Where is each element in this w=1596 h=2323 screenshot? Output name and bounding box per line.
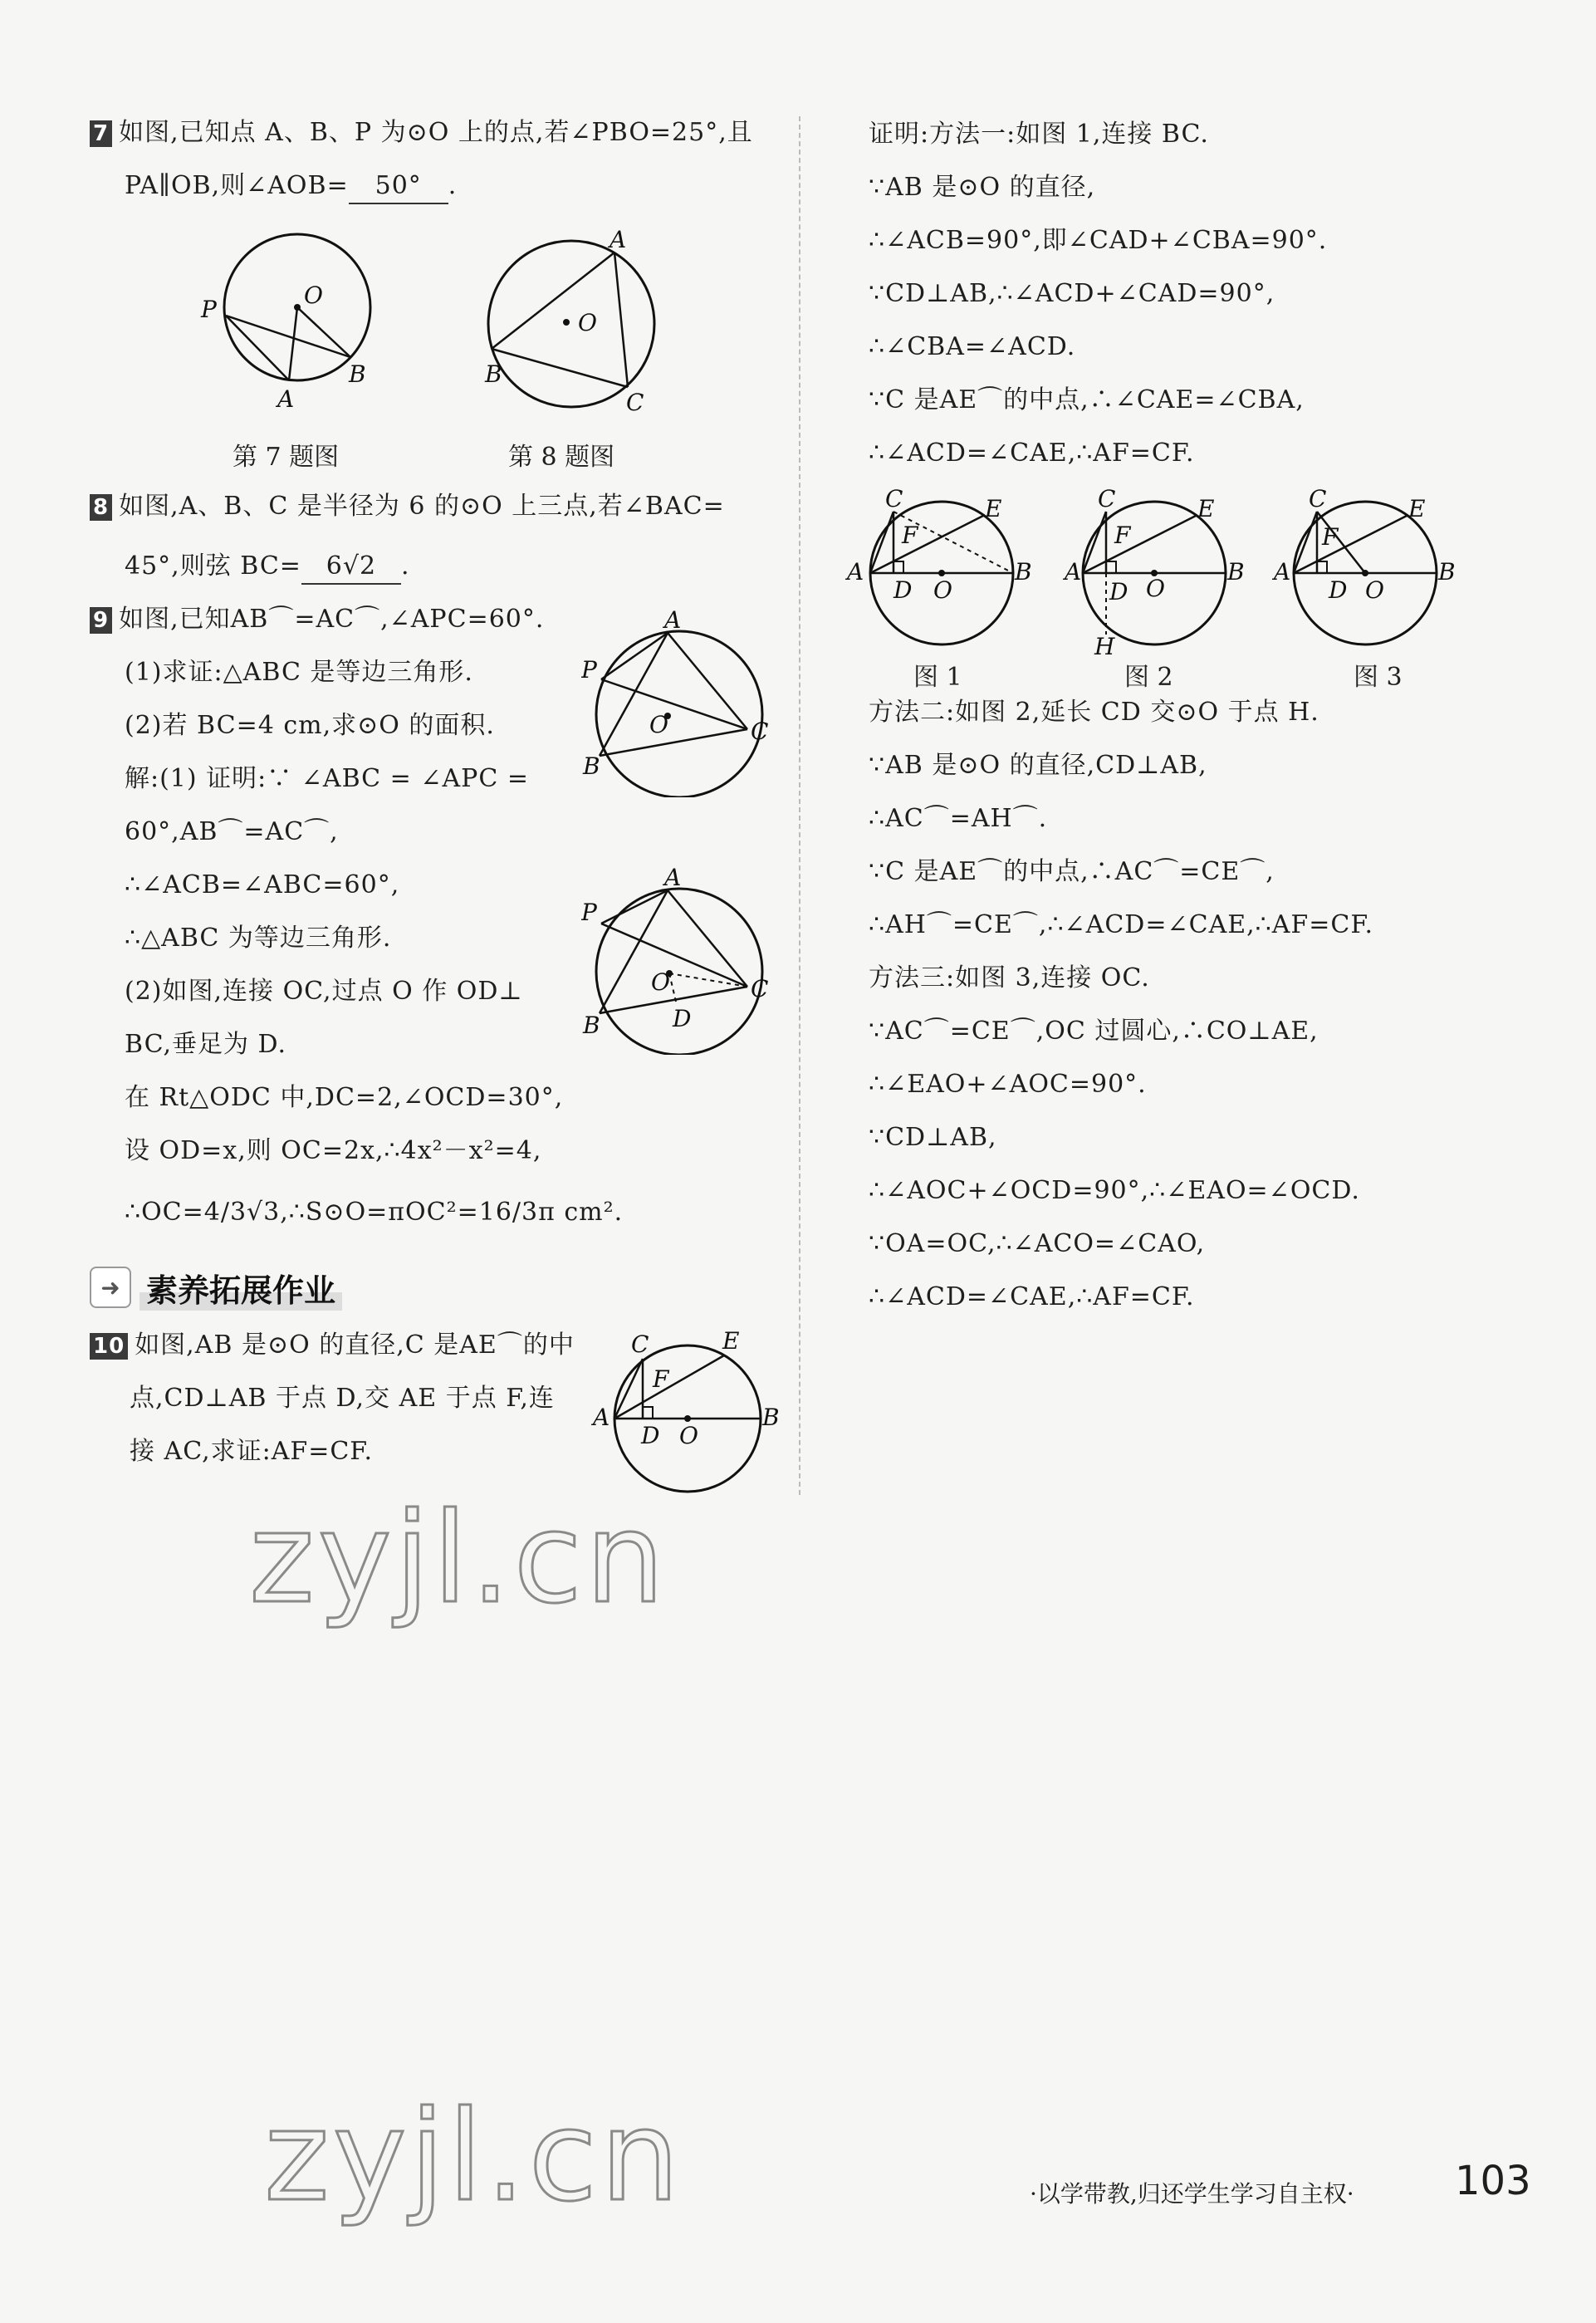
svg-text:B: B	[583, 1012, 600, 1039]
proof-m2-4: ∴AH⌒=CE⌒,∴∠ACD=∠CAE,∴AF=CF.	[869, 910, 1374, 939]
svg-text:O: O	[651, 968, 670, 996]
q9-sol-6: 在 Rt△ODC 中,DC=2,∠OCD=30°,	[125, 1083, 564, 1112]
q10-line2: 点,CD⊥AB 于点 D,交 AE 于点 F,连	[130, 1384, 555, 1413]
proof-m2-0: 方法二:如图 2,延长 CD 交⊙O 于点 H.	[869, 698, 1319, 727]
svg-text:C: C	[751, 718, 769, 745]
q9-sol-8: ∴OC=4/3√3,∴S⊙O=πOC²=16/3π cm².	[125, 1198, 624, 1227]
svg-text:E: E	[985, 495, 1002, 522]
q9-sol-2: ∴∠ACB=∠ABC=60°,	[125, 870, 400, 899]
svg-text:B: B	[349, 360, 366, 388]
q7-line2: PA∥OB,则∠AOB= 50° .	[125, 169, 457, 204]
proof-m3-6: ∴∠ACD=∠CAE,∴AF=CF.	[869, 1282, 1195, 1311]
svg-text:E: E	[722, 1329, 740, 1355]
svg-text:D: D	[1109, 578, 1128, 605]
caption-q8: 第 8 题图	[508, 443, 615, 472]
q9-line3: (2)若 BC=4 cm,求⊙O 的面积.	[125, 711, 495, 740]
watermark-2: zyjl.cn	[264, 2085, 683, 2229]
q9-line2: (1)求证:△ABC 是等边三角形.	[125, 658, 473, 687]
fig-cap-3: 图 3	[1354, 663, 1403, 692]
svg-text:O: O	[679, 1422, 698, 1449]
q7-number: 7	[90, 120, 112, 147]
proof-m3-4: ∴∠AOC+∠OCD=90°,∴∠EAO=∠OCD.	[869, 1176, 1360, 1205]
arrow-icon: ➜	[90, 1267, 131, 1308]
svg-text:A: A	[593, 1404, 610, 1431]
svg-text:C: C	[626, 389, 644, 415]
svg-text:C: C	[885, 488, 903, 512]
svg-text:B: B	[1015, 558, 1032, 586]
svg-text:P: P	[201, 296, 217, 323]
watermark-1: zyjl.cn	[249, 1487, 668, 1631]
svg-text:F: F	[902, 522, 918, 549]
proof-m2-3: ∵C 是AE⌒的中点,∴AC⌒=CE⌒,	[869, 857, 1275, 886]
q9-sol-3: ∴△ABC 为等边三角形.	[125, 924, 392, 953]
figure-q10	[590, 1329, 789, 1495]
proof-m1-0: 证明:方法一:如图 1,连接 BC.	[869, 120, 1209, 149]
section-title: 素养拓展作业	[140, 1265, 342, 1311]
svg-text:B: B	[583, 752, 600, 780]
q9-sol-5: BC,垂足为 D.	[125, 1030, 287, 1059]
figure-q9a	[581, 606, 781, 797]
q8-line2: 45°,则弦 BC= 6√2 .	[125, 550, 410, 585]
figure-q7	[191, 224, 390, 415]
proof-m2-1: ∵AB 是⊙O 的直径,CD⊥AB,	[869, 751, 1207, 780]
footer-motto: ·以学带教,归还学生学习自主权·	[1030, 2180, 1354, 2208]
svg-text:B: B	[762, 1404, 780, 1431]
proof-figure-3	[1267, 488, 1458, 654]
section-header	[90, 1262, 342, 1312]
svg-text:A: A	[664, 864, 682, 891]
proof-m3-0: 方法三:如图 3,连接 OC.	[869, 963, 1150, 992]
proof-m1-2: ∴∠ACB=90°,即∠CAD+∠CBA=90°.	[869, 226, 1328, 255]
proof-m3-5: ∵OA=OC,∴∠ACO=∠CAO,	[869, 1229, 1206, 1258]
svg-text:A: A	[1065, 558, 1082, 586]
svg-text:D: D	[641, 1422, 660, 1449]
svg-text:O: O	[933, 576, 952, 604]
q9-sol-4: (2)如图,连接 OC,过点 O 作 OD⊥	[125, 977, 523, 1006]
svg-text:P: P	[581, 656, 597, 684]
svg-text:F: F	[1114, 522, 1131, 549]
proof-m1-3: ∵CD⊥AB,∴∠ACD+∠CAD=90°,	[869, 279, 1275, 308]
svg-text:C: C	[631, 1331, 649, 1358]
q9-number: 9	[90, 607, 112, 634]
fig-cap-2: 图 2	[1124, 663, 1173, 692]
q7-text: 如图,已知点 A、B、P 为⊙O 上的点,若∠PBO=25°,且	[119, 118, 753, 147]
svg-text:B: B	[485, 360, 502, 388]
svg-text:H: H	[1094, 633, 1115, 660]
q9-sol-0: 解:(1) 证明:∵ ∠ABC = ∠APC =	[125, 764, 529, 793]
page-number: 103	[1455, 2158, 1531, 2204]
svg-text:A: A	[277, 385, 295, 413]
svg-text:D: D	[1329, 576, 1348, 604]
svg-text:D: D	[893, 576, 913, 604]
svg-text:O: O	[649, 711, 668, 738]
svg-text:O: O	[1365, 576, 1384, 604]
q7-answer: 50°	[349, 169, 448, 204]
svg-text:F: F	[653, 1365, 669, 1393]
svg-text:O: O	[578, 309, 597, 336]
svg-text:B: B	[1227, 558, 1245, 586]
svg-text:O: O	[304, 282, 323, 309]
svg-text:E: E	[1197, 495, 1215, 522]
q8-answer: 6√2	[301, 550, 401, 585]
svg-text:P: P	[581, 899, 597, 926]
figure-q8	[473, 224, 673, 415]
proof-m1-6: ∴∠ACD=∠CAE,∴AF=CF.	[869, 439, 1195, 468]
svg-text:C: C	[1309, 488, 1327, 512]
figure-q9b	[581, 864, 781, 1055]
svg-text:F: F	[1322, 523, 1339, 551]
fig-cap-1: 图 1	[913, 663, 962, 692]
svg-text:C: C	[751, 975, 769, 1002]
svg-text:A: A	[1274, 558, 1291, 586]
svg-text:C: C	[1098, 488, 1116, 512]
svg-text:A: A	[664, 606, 682, 634]
svg-text:A: A	[847, 558, 864, 586]
q7-line1	[90, 116, 753, 149]
q9-sol-1: 60°,AB⌒=AC⌒,	[125, 817, 339, 846]
q10-line1: 10 如图,AB 是⊙O 的直径,C 是AE⌒的中	[90, 1329, 575, 1362]
svg-text:A: A	[610, 226, 627, 253]
proof-figure-2	[1056, 488, 1247, 671]
column-divider	[799, 116, 800, 1495]
q8-number: 8	[90, 494, 112, 521]
proof-m1-4: ∴∠CBA=∠ACD.	[869, 332, 1076, 361]
q10-number: 10	[90, 1333, 128, 1360]
svg-text:B: B	[1438, 558, 1456, 586]
svg-text:E: E	[1408, 495, 1426, 522]
q9-sol-7: 设 OD=x,则 OC=2x,∴4x²－x²=4,	[125, 1136, 542, 1165]
caption-q7: 第 7 题图	[233, 443, 340, 472]
proof-figure-1	[844, 488, 1035, 654]
proof-m1-5: ∵C 是AE⌒的中点,∴∠CAE=∠CBA,	[869, 385, 1305, 414]
proof-m3-2: ∴∠EAO+∠AOC=90°.	[869, 1070, 1147, 1099]
svg-text:O: O	[1146, 575, 1165, 602]
proof-m3-1: ∵AC⌒=CE⌒,OC 过圆心,∴CO⊥AE,	[869, 1017, 1319, 1046]
q10-line3: 接 AC,求证:AF=CF.	[130, 1437, 373, 1466]
q8-line1: 8 如图,A、B、C 是半径为 6 的⊙O 上三点,若∠BAC=	[90, 490, 725, 523]
proof-m1-1: ∵AB 是⊙O 的直径,	[869, 173, 1096, 202]
proof-m3-3: ∵CD⊥AB,	[869, 1123, 997, 1152]
proof-m2-2: ∴AC⌒=AH⌒.	[869, 804, 1048, 833]
svg-text:D: D	[673, 1005, 692, 1032]
q9-line1: 9 如图,已知AB⌒=AC⌒,∠APC=60°.	[90, 603, 544, 636]
